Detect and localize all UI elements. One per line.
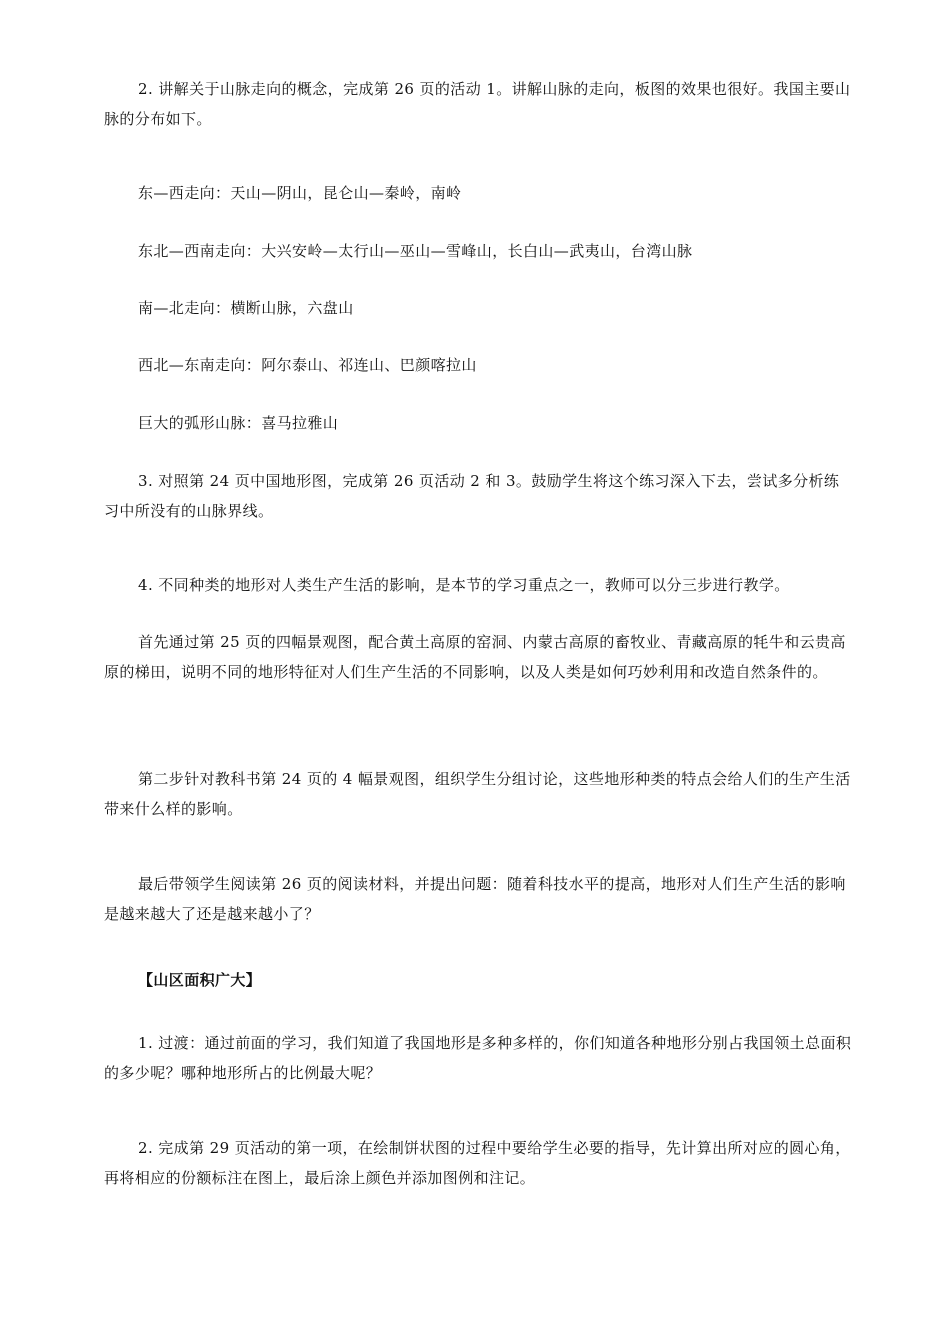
paragraph-arc-mountain: 巨大的弧形山脉：喜马拉雅山 [138, 414, 339, 432]
paragraph-northwest-southeast: 西北—东南走向：阿尔泰山、祁连山、巴颜喀拉山 [138, 356, 477, 374]
paragraph-activity-2-3: 3. 对照第 24 页中国地形图，完成第 26 页活动 2 和 3。鼓励学生将这个练习深入下去，尝试多分析练习中所没有的山脉界线。 [104, 472, 840, 520]
paragraph-step-one: 首先通过第 25 页的四幅景观图，配合黄土高原的窑洞、内蒙古高原的畜牧业、青藏高原的牦牛和云贵高原的梯田，说明不同的地形特征对人们生产生活的不同影响，以及人类是如何巧妙利用和改造自然条件的。 [104, 633, 846, 681]
paragraph-step-three: 最后带领学生阅读第 26 页的阅读材料，并提出问题：随着科技水平的提高，地形对人们生产生活的影响是越来越大了还是越来越小了？ [104, 875, 846, 923]
paragraph-pie-chart-activity: 2. 完成第 29 页活动的第一项，在绘制饼状图的过程中要给学生必要的指导，先计算出所对应的圆心角，再将相应的份额标注在图上，最后涂上颜色并添加图例和注记。 [104, 1139, 851, 1187]
paragraph-mountain-direction-intro: 2. 讲解关于山脉走向的概念，完成第 26 页的活动 1。讲解山脉的走向，板图的效果也很好。我国主要山脉的分布如下。 [104, 80, 851, 128]
paragraph-step-two: 第二步针对教科书第 24 页的 4 幅景观图，组织学生分组讨论，这些地形种类的特点会给人们的生产生活带来什么样的影响。 [104, 770, 851, 818]
paragraph-terrain-impact: 4. 不同种类的地形对人类生产生活的影响，是本节的学习重点之一，教师可以分三步进行教学。 [138, 576, 790, 594]
paragraph-transition: 1. 过渡：通过前面的学习，我们知道了我国地形是多种多样的，你们知道各种地形分别占我国领土总面积的多少呢？哪种地形所占的比例最大呢？ [104, 1034, 852, 1082]
paragraph-south-north: 南—北走向：横断山脉，六盘山 [138, 299, 354, 317]
paragraph-northeast-southwest: 东北—西南走向：大兴安岭—太行山—巫山—雪峰山，长白山—武夷山，台湾山脉 [138, 242, 693, 260]
paragraph-east-west: 东—西走向：天山—阴山，昆仑山—秦岭，南岭 [138, 184, 462, 202]
section-heading: 【山区面积广大】 [138, 971, 262, 989]
